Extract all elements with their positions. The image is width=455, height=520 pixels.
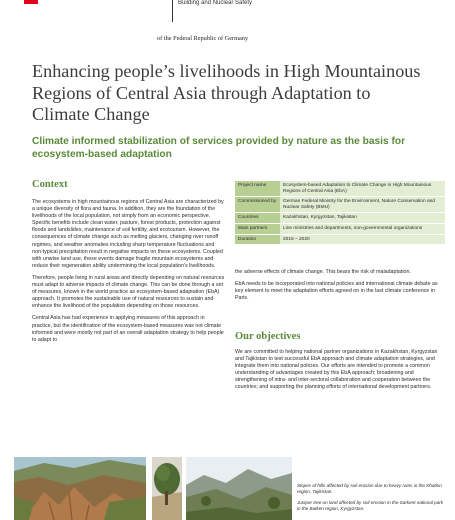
table-value: Line ministries and departments, non-governmental organizations bbox=[280, 223, 445, 234]
table-row bbox=[235, 197, 445, 213]
photo-eroded-slopes bbox=[14, 457, 146, 520]
photo-mountain-valley bbox=[186, 457, 292, 520]
photo-captions bbox=[297, 483, 447, 517]
context-heading: Context bbox=[32, 179, 68, 190]
logo-divider bbox=[172, 0, 173, 22]
context-paragraph-4: the adverse effects of climate change. This bears the risk of maladaptation. bbox=[235, 269, 411, 275]
logo-red-mark bbox=[24, 0, 38, 4]
context-body-left bbox=[32, 199, 225, 349]
page-title: Enhancing people’s livelihoods in High Mountainous Regions of Central Asia through Adaptation to Climate Change bbox=[32, 61, 421, 124]
context-paragraph-1: The ecosystems in high mountainous regions of Central Asia are characterized by a unique diversity of flora and fauna. In addition, they are the foundation of the livelihoods of the local population, not simply from an economic perspective. Specific benefits include clean water, pasture, forest products, protection against floods and landslides, maintenance of soil fertility, and ecotourism. However, the consequences of climate change such as melting glaciers, changing river runoff regimes, and weather anomalies including sharp temperature fluctuations and non-typical precipitation result in negative impacts on these ecosystems. Coupled with unwise land use, these events damage fragile mountain ecosystems and reduce their regeneration ability undermining the local population’s livelihoods. bbox=[32, 199, 224, 269]
table-value: Kazakhstan, Kyrgyzstan, Tajikistan bbox=[280, 213, 445, 224]
photo-juniper-tree bbox=[152, 457, 182, 520]
objectives-heading: Our objectives bbox=[235, 331, 301, 342]
project-info-table bbox=[235, 181, 445, 245]
table-key: Commissioned by bbox=[235, 197, 280, 213]
table-row bbox=[235, 223, 445, 234]
ministry-country-line: of the Federal Republic of Germany bbox=[157, 35, 249, 42]
table-row bbox=[235, 181, 445, 197]
context-paragraph-3: Central Asia has had experience in applying measures of this approach in practice, but the identification of the ecosystem-based measures was not climate informed and were mostly not part of an overall adaptation strategy to help people to adapt to bbox=[32, 315, 224, 343]
context-paragraph-5: EbA needs to be incorporated into national policies and international climate debate as key element to meet the adaptation efforts agreed on in the last climate conference in Paris. bbox=[235, 281, 438, 302]
table-key: Main partners bbox=[235, 223, 280, 234]
context-paragraph-2: Therefore, people living in rural areas and directly depending on natural resources must adapt to adverse impacts of climate change. This can be done through a set of measures, known in the world practice as ecosystem-based adaptation (EbA) approach. It promotes the sustainable use of natural resources to sustain and enhance the livelihood of the population depending on those resources. bbox=[32, 274, 225, 310]
table-key: Duration bbox=[235, 234, 280, 245]
page-subtitle: Climate informed stabilization of services provided by nature as the basis for ecosystem-based adaptation bbox=[32, 136, 406, 160]
table-key: Project name bbox=[235, 181, 280, 197]
table-value: German Federal Ministry for the Environment, Nature Conservation and Nuclear Safety (BMU) bbox=[280, 197, 445, 213]
table-value: Ecosystem-based Adaptation to Climate Change in High Mountainous Regions of Central Asia (EbA) bbox=[280, 181, 445, 197]
caption-2: Juniper tree on land affected by soil erosion in the Sarkent national park in the Batken region, Kyrgyzstan. bbox=[297, 500, 444, 511]
objectives-body bbox=[235, 349, 445, 397]
objectives-paragraph: We are committed to helping national partner organizations in Kazakhstan, Kyrgyzstan and Tajikistan to test successful EbA approach and climate adaptation strategies, and integrate them into national policies. Our efforts are intended to promote a common understanding of advantages created by this EbA approach; broadening and strengthening of intra- and inter-sectoral collaboration and cooperation between the countries; and supporting the planning efforts of international development partners. bbox=[235, 349, 438, 391]
table-row bbox=[235, 213, 445, 224]
context-body-right bbox=[235, 269, 445, 307]
caption-1: Slopes of hills affected by soil erosion due to heavy rains in the Khatlon region, Tajikistan. bbox=[297, 483, 442, 494]
table-value: 2015 – 2020 bbox=[280, 234, 445, 245]
table-key: Countries bbox=[235, 213, 280, 224]
table-row bbox=[235, 234, 445, 245]
ministry-name-line: Building and Nuclear Safety bbox=[178, 0, 253, 6]
